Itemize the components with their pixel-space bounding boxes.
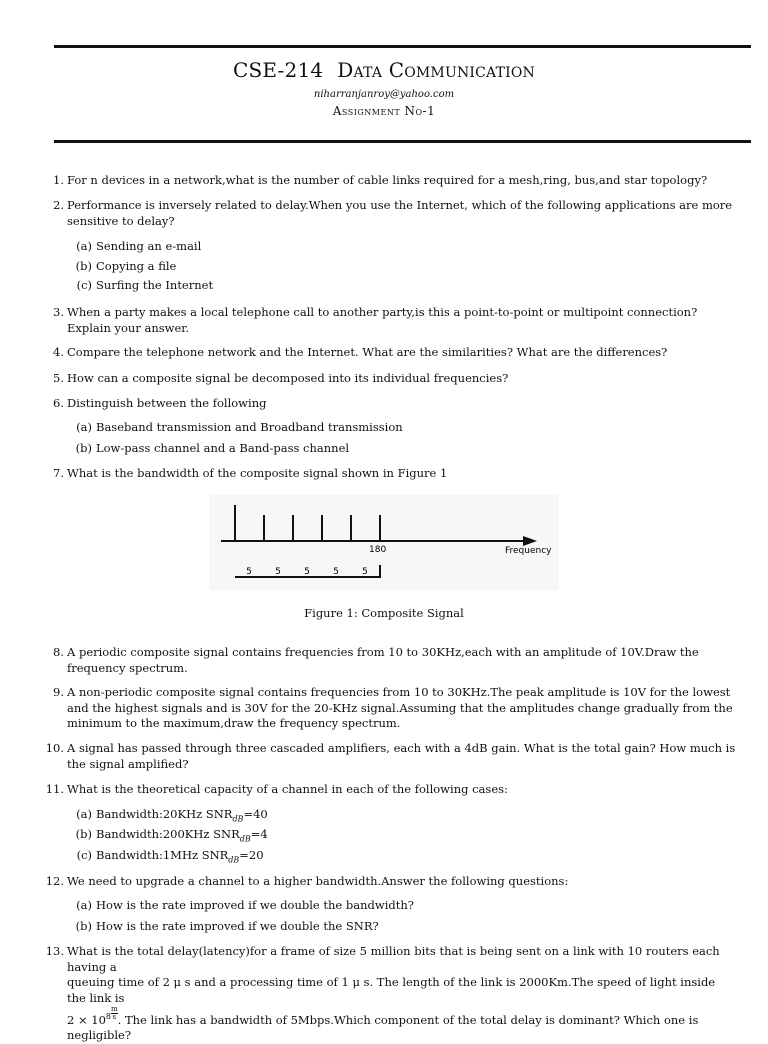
list-item: (a) Baseband transmission and Broadband transmission (76, 420, 403, 434)
course-code: CSE-214 (232, 58, 324, 82)
composite-signal-figure (209, 495, 559, 590)
arrow-head (523, 536, 537, 546)
list-item: (b) Copying a file (75, 259, 177, 273)
question-text: What is the theoretical capacity of a channel in each of the following cases: (67, 782, 508, 796)
tick-label: 180 (369, 545, 387, 555)
question-13: 13. What is the total delay(latency)for a frame of size 5 million bits that is being sent on a link with 10 routers each having a queuing time of 2 μ s and a processing time of 1 μ s. The length of the link is 2000Km.The speed of light inside the link is $2 \times 10^8$ $\frac{m}{s}$ . The link has a bandwidth of 5Mbps.Which component of the total delay is dominant? Which one is negligible? (42, 944, 737, 1044)
spacing-label: 5 (275, 567, 281, 577)
question-4: 4. Compare the telephone network and the Internet. What are the similarities? What are the differences? (42, 345, 737, 361)
list-item: (b) How is the rate improved if we double the SNR? (75, 919, 379, 933)
figure-caption: Figure 1: Composite Signal (304, 606, 464, 620)
question-1: 1. For n devices in a network,what is the number of cable links required for a mesh,ring, bus,and star topology? (42, 173, 737, 189)
spacing-label: 5 (362, 567, 368, 577)
question-2: 2. Performance is inversely related to delay.When you use the Internet, which of the following applications are more sensitive to delay? (42, 198, 737, 229)
question-11: 11. What is the theoretical capacity of a channel in each of the following cases: (42, 782, 737, 798)
author-email: niharranjanroy@yahoo.com (313, 89, 455, 100)
question-text: What is the bandwidth of the composite signal shown in Figure 1 (67, 466, 448, 480)
list-item: (b) Low-pass channel and a Band-pass channel (75, 441, 350, 455)
top-rule (54, 45, 751, 48)
question-text: We need to upgrade a channel to a higher bandwidth.Answer the following questions: (67, 874, 569, 888)
list-item: (a) How is the rate improved if we double the bandwidth? (76, 898, 414, 912)
list-item: (b) Bandwidth:200KHz $SNR_{dB}=4$ (75, 827, 268, 844)
question-3: 3. When a party makes a local telephone call to another party,is this a point-to-point or multipoint connection? Explain your answer. (42, 305, 737, 336)
question-5: 5. How can a composite signal be decomposed into its individual frequencies? (42, 371, 737, 387)
question-7: 7. What is the bandwidth of the composite signal shown in Figure 1 (42, 466, 737, 482)
question-text: When a party makes a local telephone call to another party,is this a point-to-point or multipoint connection? Explain your answer. (67, 305, 698, 335)
spectrum-diagram (209, 495, 559, 590)
question-text: A signal has passed through three cascaded amplifiers, each with a 4dB gain. What is the total gain? How much is the signal amplified? (67, 741, 736, 771)
question-text: For n devices in a network,what is the number of cable links required for a mesh,ring, bus,and star topology? (67, 173, 708, 187)
question-text: A non-periodic composite signal contains frequencies from 10 to 30KHz.The peak amplitude is 10V for the lowest and the highest signals and is 30V for the 20-KHz signal.Assuming that the amplitudes change gradually from the minimum to the maximum,draw the frequency spectrum. (67, 685, 733, 730)
question-10: 10. A signal has passed through three cascaded amplifiers, each with a 4dB gain. What is the total gain? How much is the signal amplified? (45, 741, 736, 771)
question-8: 8. A periodic composite signal contains frequencies from 10 to 30KHz,each with an amplitude of 10V.Draw the frequency spectrum. (42, 645, 737, 676)
document-title (0, 58, 768, 82)
axis-label: Frequency (505, 546, 552, 556)
question-text: Distinguish between the following (67, 396, 267, 410)
list-item: (a) Sending an e-mail (76, 239, 202, 253)
list-item: (a) Bandwidth:20KHz $SNR_{dB}=40$ (76, 807, 268, 824)
question-6: 6. Distinguish between the following (42, 396, 737, 412)
spacing-label: 5 (333, 567, 339, 577)
question-text: Performance is inversely related to delay.When you use the Internet, which of the following applications are more sensitive to delay? (67, 198, 733, 228)
course-title: Data Communication (337, 58, 535, 82)
list-item: (c) Bandwidth:1MHz $SNR_{dB}=20$ (76, 848, 264, 865)
question-text: How can a composite signal be decomposed into its individual frequencies? (67, 371, 509, 385)
bottom-rule (54, 140, 751, 143)
question-9: 9. A non-periodic composite signal contains frequencies from 10 to 30KHz.The peak amplitude is 10V for the lowest and the highest signals and is 30V for the 20-KHz signal.Assuming that the amplitudes change gradually from the minimum to the maximum,draw the frequency spectrum. (42, 685, 737, 732)
question-text: Compare the telephone network and the Internet. What are the similarities? What are the differences? (67, 345, 668, 359)
spacing-label: 5 (304, 567, 310, 577)
question-12: 12. We need to upgrade a channel to a higher bandwidth.Answer the following questions: (42, 874, 737, 890)
assignment-label: Assignment No-1 (332, 104, 436, 118)
question-text: A periodic composite signal contains frequencies from 10 to 30KHz,each with an amplitude of 10V.Draw the frequency spectrum. (67, 645, 699, 675)
list-item: (c) Surfing the Internet (76, 278, 214, 292)
spacing-label: 5 (246, 567, 252, 577)
question-text: What is the total delay(latency)for a frame of size 5 million bits that is being sent on a link with 10 routers each having a queuing time of 2 μ s and a processing time of 1 μ s. The length of the link is 2000Km.The speed of light inside the link is $2 \times 10^8$ $\frac{m}{s}$ . The link has a bandwidth of 5Mbps.Which component of the total delay is dominant? Which one is negligible? (67, 944, 720, 1043)
